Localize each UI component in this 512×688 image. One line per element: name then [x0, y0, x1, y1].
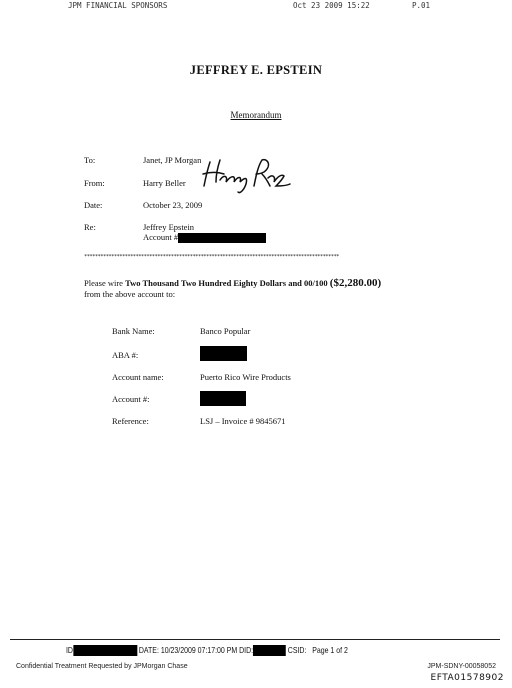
- fax-page-number: P.01: [412, 1, 431, 10]
- amount-in-words: Two Thousand Two Hundred Eighty Dollars and 00/100: [125, 278, 328, 288]
- account-label: Account #: [143, 232, 179, 242]
- account-name-value: Puerto Rico Wire Products: [200, 372, 291, 382]
- redaction-box: [200, 346, 247, 361]
- to-label: To:: [84, 155, 96, 165]
- fax-id-label: ID: [66, 645, 73, 655]
- handwritten-signature: [198, 156, 293, 196]
- reference-value: LSJ – Invoice # 9845671: [200, 416, 286, 426]
- account-name-label: Account name:: [112, 372, 164, 382]
- account-number-value: [200, 391, 246, 406]
- re-label: Re:: [84, 222, 96, 232]
- aba-label: ABA #:: [112, 350, 139, 360]
- redaction-box: [178, 233, 266, 243]
- efta-number: EFTA01578902: [430, 673, 504, 683]
- letterhead-title: JEFFREY E. EPSTEIN: [189, 63, 323, 77]
- redaction-box: [200, 391, 246, 406]
- from-value: Harry Beller: [143, 178, 186, 188]
- redaction-box: [73, 645, 137, 656]
- date-value: October 23, 2009: [143, 200, 203, 210]
- asterisk-separator: **********************************************************************************************: [84, 254, 339, 260]
- re-value: Jeffrey Epstein: [143, 222, 195, 232]
- bank-name-label: Bank Name:: [112, 326, 155, 336]
- fax-page-count: Page 1 of 2: [312, 645, 348, 655]
- redaction-box: [253, 645, 286, 656]
- account-number-label: Account #:: [112, 394, 150, 404]
- to-value: Janet, JP Morgan: [143, 155, 202, 165]
- fax-date: DATE: 10/23/2009 07:17:00 PM DID:: [138, 645, 254, 655]
- amount-number: ($2,280.00): [329, 277, 382, 289]
- memorandum-label: Memorandum: [230, 110, 282, 120]
- instruction-suffix: from the above account to:: [84, 289, 176, 299]
- footer-rule: [10, 639, 500, 640]
- bank-name-value: Banco Popular: [200, 326, 251, 336]
- aba-value: [200, 346, 247, 361]
- fax-sender: JPM FINANCIAL SPONSORS: [68, 1, 168, 10]
- instruction-prefix: Please wire: [84, 278, 126, 288]
- date-label: Date:: [84, 200, 103, 210]
- from-label: From:: [84, 178, 105, 188]
- bates-number: JPM-SDNY-00058052: [427, 663, 496, 670]
- wire-instruction: [84, 278, 444, 300]
- reference-label: Reference:: [112, 416, 149, 426]
- fax-header: [0, 0, 512, 12]
- fax-csid-label: CSID:: [287, 645, 307, 655]
- fax-footer: [66, 645, 348, 656]
- confidential-note: Confidential Treatment Requested by JPMorgan Chase: [16, 663, 188, 670]
- fax-datetime: Oct 23 2009 15:22: [293, 1, 370, 10]
- account-row: [143, 232, 266, 243]
